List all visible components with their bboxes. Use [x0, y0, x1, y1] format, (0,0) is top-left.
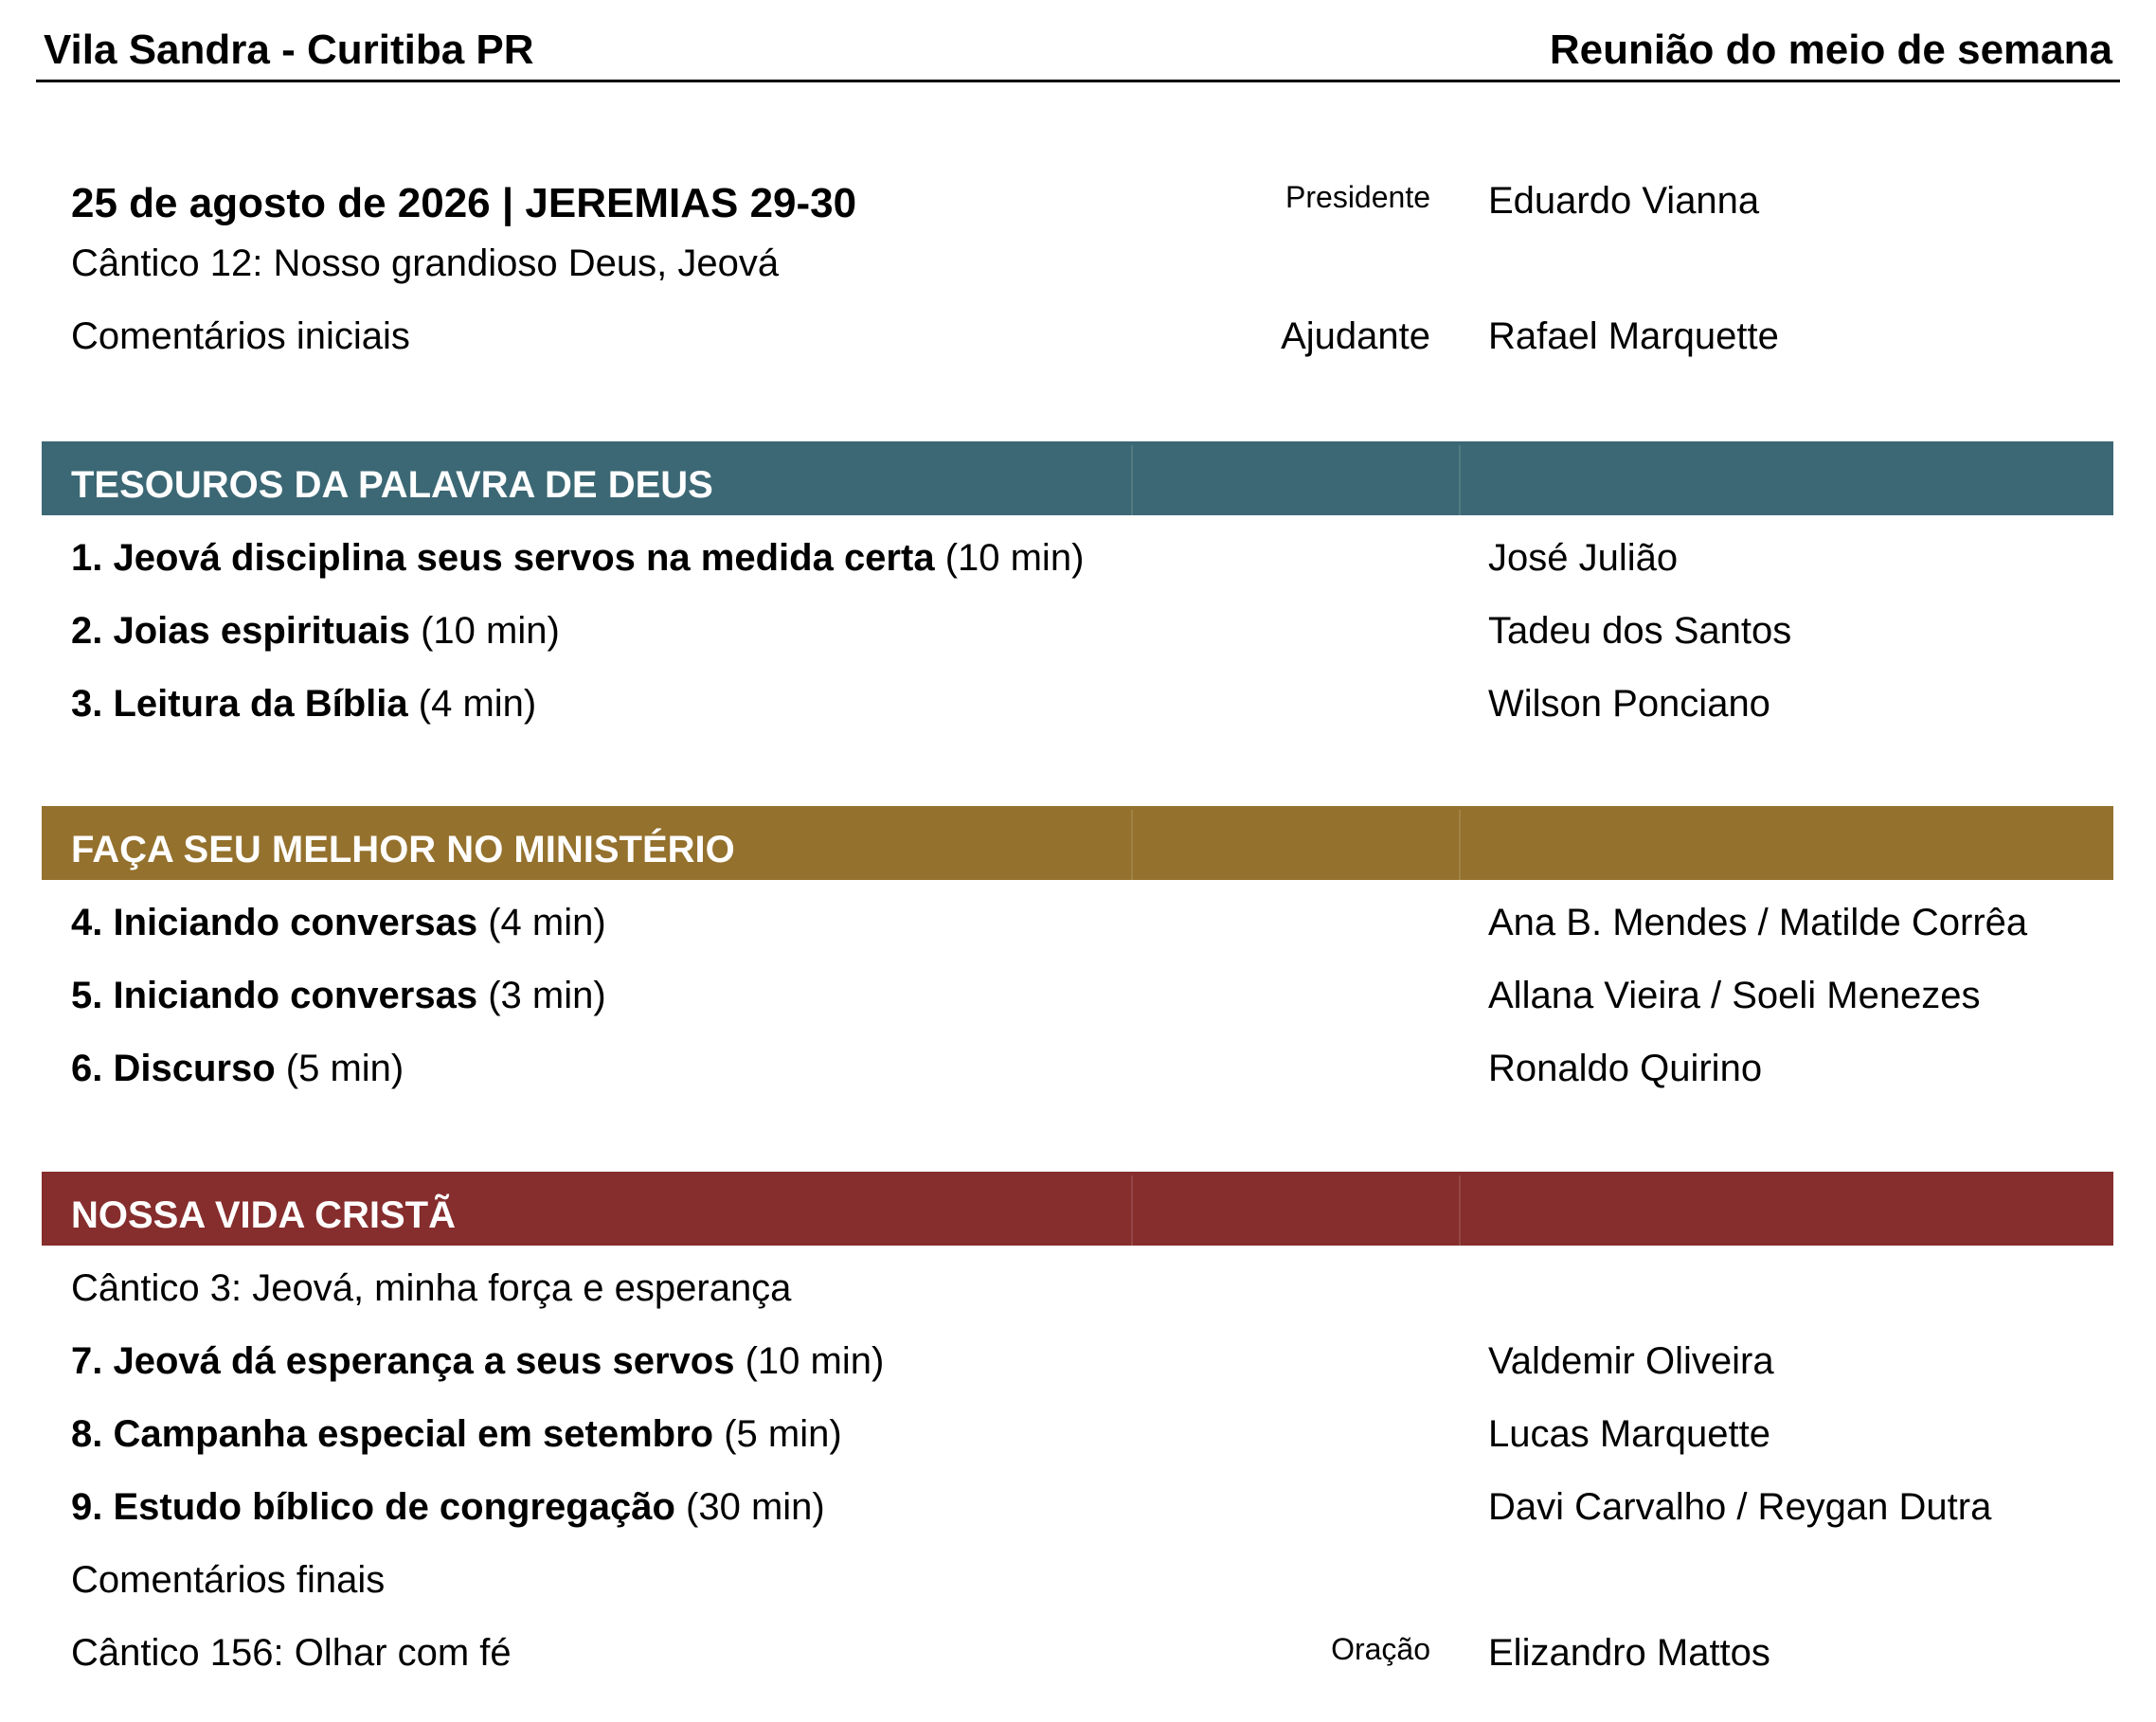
item-assignee: Tadeu dos Santos: [1488, 610, 1792, 652]
item-title: 7. Jeová dá esperança a seus servos: [71, 1340, 735, 1382]
closing-comments: Comentários finais: [71, 1559, 386, 1601]
opening-comments: Comentários iniciais: [71, 315, 410, 357]
president-label: Presidente: [1285, 180, 1430, 214]
item-duration: (10 min): [745, 1340, 885, 1382]
item-title: 5. Iniciando conversas: [71, 975, 478, 1016]
prayer-label: Oração: [1331, 1632, 1430, 1666]
item-assignee: Wilson Ponciano: [1488, 683, 1770, 725]
section-title: FAÇA SEU MELHOR NO MINISTÉRIO: [71, 829, 735, 870]
item-title: 8. Campanha especial em setembro: [71, 1413, 714, 1455]
item-duration: (5 min): [724, 1413, 842, 1455]
item-duration: (4 min): [418, 683, 537, 725]
item-assignee: Lucas Marquette: [1488, 1413, 1770, 1455]
section-divider: [1131, 810, 1133, 880]
section-divider: [1459, 1175, 1461, 1246]
program-item: [71, 902, 606, 944]
prayer-name: Elizandro Mattos: [1488, 1632, 1770, 1674]
program-item: [71, 975, 606, 1017]
helper-label: Ajudante: [1281, 315, 1430, 357]
meeting-type: Reunião do meio de semana: [1549, 27, 2112, 73]
section-header-christian-life: [42, 1172, 2113, 1246]
week-date-reading: 25 de agosto de 2026 | JEREMIAS 29-30: [71, 180, 857, 226]
program-item: [71, 537, 1084, 580]
section-title: TESOUROS DA PALAVRA DE DEUS: [71, 464, 713, 506]
item-assignee: Ana B. Mendes / Matilde Corrêa: [1488, 902, 2028, 943]
program-item: [71, 1048, 404, 1090]
item-assignee: José Julião: [1488, 537, 1679, 579]
item-title: 9. Estudo bíblico de congregação: [71, 1486, 675, 1528]
section-header-ministry: [42, 806, 2113, 880]
item-title: 1. Jeová disciplina seus servos na medida certa: [71, 537, 935, 579]
section-header-treasures: [42, 441, 2113, 515]
program-item: [71, 1413, 842, 1456]
item-duration: (3 min): [488, 975, 606, 1016]
page-header: [36, 21, 2120, 82]
closing-song: Cântico 156: Olhar com fé: [71, 1632, 512, 1674]
item-title: 6. Discurso: [71, 1048, 276, 1089]
program-item: [71, 1486, 825, 1529]
program-item: [71, 1340, 884, 1383]
section-divider: [1131, 445, 1133, 515]
item-assignee: Ronaldo Quirino: [1488, 1048, 1763, 1089]
item-assignee: Allana Vieira / Soeli Menezes: [1488, 975, 1981, 1016]
section-divider: [1131, 1175, 1133, 1246]
section-divider: [1459, 810, 1461, 880]
item-duration: (4 min): [488, 902, 606, 943]
item-title: 2. Joias espirituais: [71, 610, 410, 652]
middle-song: Cântico 3: Jeová, minha força e esperança: [71, 1267, 792, 1309]
section-title: NOSSA VIDA CRISTÃ: [71, 1194, 456, 1236]
item-title: 4. Iniciando conversas: [71, 902, 478, 943]
item-duration: (30 min): [686, 1486, 825, 1528]
helper-name: Rafael Marquette: [1488, 315, 1779, 357]
program-item: [71, 610, 560, 653]
item-duration: (10 min): [421, 610, 560, 652]
program-item: [71, 683, 536, 726]
item-title: 3. Leitura da Bíblia: [71, 683, 408, 725]
congregation-name: Vila Sandra - Curitiba PR: [44, 27, 534, 73]
opening-song: Cântico 12: Nosso grandioso Deus, Jeová: [71, 242, 780, 284]
item-assignee: Valdemir Oliveira: [1488, 1340, 1774, 1382]
item-duration: (5 min): [285, 1048, 404, 1089]
president-name: Eduardo Vianna: [1488, 180, 1760, 222]
item-assignee: Davi Carvalho / Reygan Dutra: [1488, 1486, 1992, 1528]
item-duration: (10 min): [944, 537, 1085, 579]
section-divider: [1459, 445, 1461, 515]
